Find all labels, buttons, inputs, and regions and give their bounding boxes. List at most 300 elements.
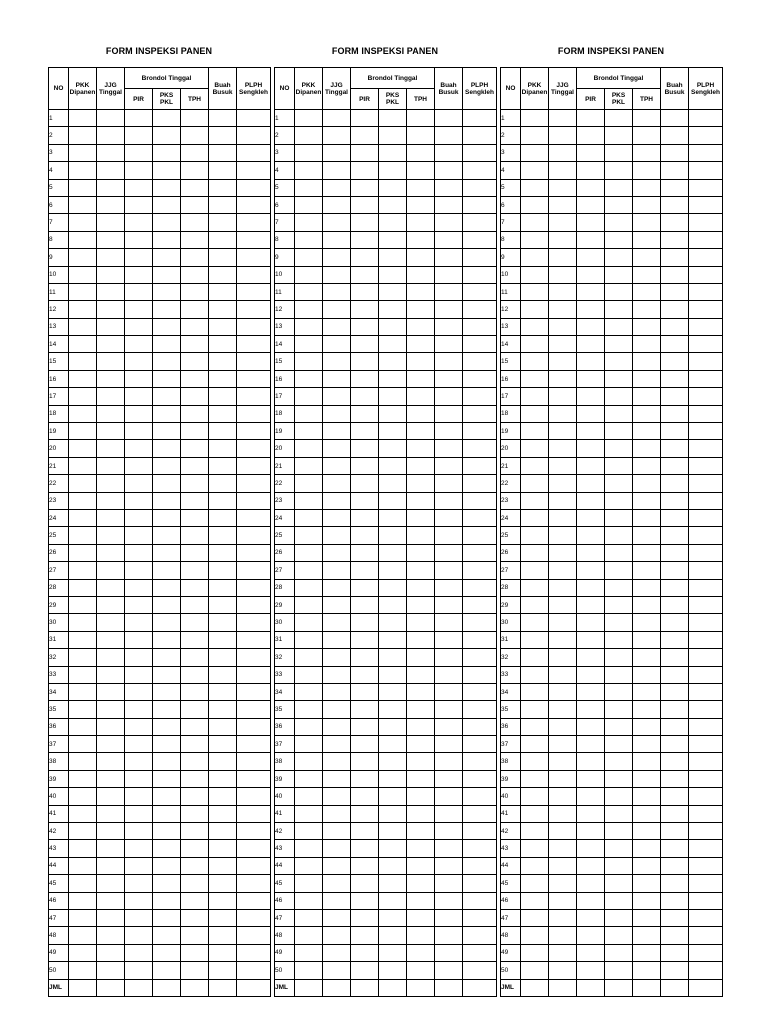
- entry-cell[interactable]: [209, 857, 237, 874]
- entry-cell[interactable]: [577, 823, 605, 840]
- entry-cell[interactable]: [295, 370, 323, 387]
- entry-cell[interactable]: [633, 301, 661, 318]
- entry-cell[interactable]: [661, 509, 689, 526]
- entry-cell[interactable]: [125, 405, 153, 422]
- entry-cell[interactable]: [463, 179, 497, 196]
- entry-cell[interactable]: [97, 162, 125, 179]
- entry-cell[interactable]: [689, 579, 723, 596]
- entry-cell[interactable]: [69, 266, 97, 283]
- entry-cell[interactable]: [661, 423, 689, 440]
- entry-cell[interactable]: [181, 823, 209, 840]
- entry-cell[interactable]: [97, 857, 125, 874]
- entry-cell[interactable]: [577, 962, 605, 979]
- entry-cell[interactable]: [351, 788, 379, 805]
- entry-cell[interactable]: [237, 562, 271, 579]
- entry-cell[interactable]: [125, 927, 153, 944]
- entry-cell[interactable]: [605, 701, 633, 718]
- entry-cell[interactable]: [97, 457, 125, 474]
- entry-cell[interactable]: [435, 440, 463, 457]
- entry-cell[interactable]: [351, 388, 379, 405]
- entry-cell[interactable]: [295, 770, 323, 787]
- entry-cell[interactable]: [323, 127, 351, 144]
- entry-cell[interactable]: [125, 492, 153, 509]
- entry-cell[interactable]: [125, 336, 153, 353]
- entry-cell[interactable]: [689, 249, 723, 266]
- entry-cell[interactable]: [605, 544, 633, 561]
- entry-cell[interactable]: [661, 701, 689, 718]
- entry-cell[interactable]: [463, 370, 497, 387]
- entry-cell[interactable]: [209, 266, 237, 283]
- entry-cell[interactable]: [379, 110, 407, 127]
- entry-cell[interactable]: [237, 283, 271, 300]
- entry-cell[interactable]: [661, 927, 689, 944]
- entry-cell[interactable]: [153, 144, 181, 161]
- entry-cell[interactable]: [689, 562, 723, 579]
- entry-cell[interactable]: [323, 110, 351, 127]
- entry-cell[interactable]: [577, 805, 605, 822]
- entry-cell[interactable]: [605, 927, 633, 944]
- entry-cell[interactable]: [633, 249, 661, 266]
- entry-cell[interactable]: [605, 788, 633, 805]
- entry-cell[interactable]: [379, 457, 407, 474]
- entry-cell[interactable]: [549, 509, 577, 526]
- entry-cell[interactable]: [69, 562, 97, 579]
- entry-cell[interactable]: [549, 214, 577, 231]
- entry-cell[interactable]: [521, 214, 549, 231]
- entry-cell[interactable]: [97, 909, 125, 926]
- entry-cell[interactable]: [351, 596, 379, 613]
- entry-cell[interactable]: [237, 527, 271, 544]
- entry-cell[interactable]: [295, 162, 323, 179]
- entry-cell[interactable]: [577, 110, 605, 127]
- entry-cell[interactable]: [435, 214, 463, 231]
- entry-cell[interactable]: [379, 527, 407, 544]
- entry-cell[interactable]: [633, 110, 661, 127]
- entry-cell[interactable]: [435, 770, 463, 787]
- entry-cell[interactable]: [605, 509, 633, 526]
- entry-cell[interactable]: [633, 614, 661, 631]
- entry-cell[interactable]: [407, 718, 435, 735]
- entry-cell[interactable]: [435, 266, 463, 283]
- entry-cell[interactable]: [521, 823, 549, 840]
- entry-cell[interactable]: [69, 196, 97, 213]
- entry-cell[interactable]: [463, 788, 497, 805]
- entry-cell[interactable]: [69, 788, 97, 805]
- entry-cell[interactable]: [379, 823, 407, 840]
- entry-cell[interactable]: [181, 318, 209, 335]
- entry-cell[interactable]: [605, 440, 633, 457]
- entry-cell[interactable]: [549, 196, 577, 213]
- entry-cell[interactable]: [549, 788, 577, 805]
- entry-cell[interactable]: [97, 283, 125, 300]
- entry-cell[interactable]: [125, 214, 153, 231]
- entry-cell[interactable]: [379, 962, 407, 979]
- entry-cell[interactable]: [295, 353, 323, 370]
- entry-cell[interactable]: [351, 683, 379, 700]
- entry-cell[interactable]: [521, 405, 549, 422]
- entry-cell[interactable]: [689, 857, 723, 874]
- entry-cell[interactable]: [549, 527, 577, 544]
- entry-cell[interactable]: [69, 736, 97, 753]
- entry-cell[interactable]: [435, 492, 463, 509]
- entry-cell[interactable]: [661, 770, 689, 787]
- entry-cell[interactable]: [521, 127, 549, 144]
- entry-cell[interactable]: [97, 875, 125, 892]
- entry-cell[interactable]: [125, 127, 153, 144]
- entry-cell[interactable]: [237, 249, 271, 266]
- entry-cell[interactable]: [633, 127, 661, 144]
- entry-cell[interactable]: [153, 562, 181, 579]
- entry-cell[interactable]: [295, 631, 323, 648]
- entry-cell[interactable]: [97, 840, 125, 857]
- entry-cell[interactable]: [351, 509, 379, 526]
- entry-cell[interactable]: [577, 944, 605, 961]
- entry-cell[interactable]: [69, 823, 97, 840]
- entry-cell[interactable]: [69, 318, 97, 335]
- entry-cell[interactable]: [97, 266, 125, 283]
- entry-cell[interactable]: [577, 162, 605, 179]
- entry-cell[interactable]: [577, 753, 605, 770]
- entry-cell[interactable]: [633, 266, 661, 283]
- entry-cell[interactable]: [633, 162, 661, 179]
- entry-cell[interactable]: [605, 475, 633, 492]
- entry-cell[interactable]: [97, 962, 125, 979]
- entry-cell[interactable]: [181, 614, 209, 631]
- entry-cell[interactable]: [181, 666, 209, 683]
- entry-cell[interactable]: [153, 110, 181, 127]
- entry-cell[interactable]: [209, 388, 237, 405]
- entry-cell[interactable]: [605, 388, 633, 405]
- entry-cell[interactable]: [435, 596, 463, 613]
- total-cell[interactable]: [577, 979, 605, 996]
- entry-cell[interactable]: [521, 683, 549, 700]
- entry-cell[interactable]: [181, 214, 209, 231]
- entry-cell[interactable]: [323, 544, 351, 561]
- entry-cell[interactable]: [379, 301, 407, 318]
- entry-cell[interactable]: [605, 127, 633, 144]
- entry-cell[interactable]: [153, 405, 181, 422]
- entry-cell[interactable]: [407, 596, 435, 613]
- entry-cell[interactable]: [181, 405, 209, 422]
- entry-cell[interactable]: [125, 753, 153, 770]
- entry-cell[interactable]: [577, 596, 605, 613]
- entry-cell[interactable]: [237, 944, 271, 961]
- entry-cell[interactable]: [521, 788, 549, 805]
- entry-cell[interactable]: [633, 405, 661, 422]
- entry-cell[interactable]: [407, 405, 435, 422]
- entry-cell[interactable]: [209, 475, 237, 492]
- entry-cell[interactable]: [295, 475, 323, 492]
- entry-cell[interactable]: [295, 614, 323, 631]
- entry-cell[interactable]: [435, 196, 463, 213]
- entry-cell[interactable]: [549, 596, 577, 613]
- entry-cell[interactable]: [209, 492, 237, 509]
- entry-cell[interactable]: [577, 527, 605, 544]
- entry-cell[interactable]: [69, 457, 97, 474]
- entry-cell[interactable]: [633, 857, 661, 874]
- entry-cell[interactable]: [549, 649, 577, 666]
- entry-cell[interactable]: [435, 631, 463, 648]
- entry-cell[interactable]: [605, 962, 633, 979]
- entry-cell[interactable]: [577, 875, 605, 892]
- entry-cell[interactable]: [69, 110, 97, 127]
- entry-cell[interactable]: [125, 596, 153, 613]
- entry-cell[interactable]: [549, 423, 577, 440]
- entry-cell[interactable]: [237, 110, 271, 127]
- entry-cell[interactable]: [351, 492, 379, 509]
- entry-cell[interactable]: [521, 666, 549, 683]
- entry-cell[interactable]: [661, 492, 689, 509]
- entry-cell[interactable]: [435, 231, 463, 248]
- entry-cell[interactable]: [661, 683, 689, 700]
- entry-cell[interactable]: [181, 596, 209, 613]
- entry-cell[interactable]: [521, 492, 549, 509]
- entry-cell[interactable]: [237, 579, 271, 596]
- entry-cell[interactable]: [181, 179, 209, 196]
- entry-cell[interactable]: [407, 701, 435, 718]
- entry-cell[interactable]: [689, 196, 723, 213]
- entry-cell[interactable]: [521, 231, 549, 248]
- entry-cell[interactable]: [577, 353, 605, 370]
- entry-cell[interactable]: [521, 336, 549, 353]
- entry-cell[interactable]: [407, 579, 435, 596]
- entry-cell[interactable]: [549, 162, 577, 179]
- entry-cell[interactable]: [463, 283, 497, 300]
- entry-cell[interactable]: [153, 909, 181, 926]
- entry-cell[interactable]: [661, 527, 689, 544]
- entry-cell[interactable]: [521, 388, 549, 405]
- entry-cell[interactable]: [435, 649, 463, 666]
- entry-cell[interactable]: [323, 736, 351, 753]
- entry-cell[interactable]: [209, 805, 237, 822]
- entry-cell[interactable]: [633, 753, 661, 770]
- entry-cell[interactable]: [435, 336, 463, 353]
- entry-cell[interactable]: [661, 631, 689, 648]
- entry-cell[interactable]: [633, 596, 661, 613]
- entry-cell[interactable]: [69, 701, 97, 718]
- entry-cell[interactable]: [463, 736, 497, 753]
- entry-cell[interactable]: [379, 196, 407, 213]
- total-cell[interactable]: [97, 979, 125, 996]
- entry-cell[interactable]: [463, 753, 497, 770]
- entry-cell[interactable]: [463, 231, 497, 248]
- entry-cell[interactable]: [209, 370, 237, 387]
- entry-cell[interactable]: [463, 875, 497, 892]
- entry-cell[interactable]: [351, 544, 379, 561]
- entry-cell[interactable]: [209, 423, 237, 440]
- entry-cell[interactable]: [463, 405, 497, 422]
- entry-cell[interactable]: [463, 770, 497, 787]
- entry-cell[interactable]: [295, 701, 323, 718]
- entry-cell[interactable]: [463, 892, 497, 909]
- entry-cell[interactable]: [577, 909, 605, 926]
- entry-cell[interactable]: [97, 509, 125, 526]
- entry-cell[interactable]: [181, 283, 209, 300]
- entry-cell[interactable]: [323, 962, 351, 979]
- entry-cell[interactable]: [209, 162, 237, 179]
- entry-cell[interactable]: [633, 283, 661, 300]
- entry-cell[interactable]: [69, 283, 97, 300]
- entry-cell[interactable]: [407, 509, 435, 526]
- entry-cell[interactable]: [125, 718, 153, 735]
- entry-cell[interactable]: [97, 249, 125, 266]
- entry-cell[interactable]: [661, 596, 689, 613]
- entry-cell[interactable]: [521, 701, 549, 718]
- entry-cell[interactable]: [633, 736, 661, 753]
- entry-cell[interactable]: [379, 214, 407, 231]
- entry-cell[interactable]: [237, 701, 271, 718]
- entry-cell[interactable]: [323, 666, 351, 683]
- entry-cell[interactable]: [605, 944, 633, 961]
- entry-cell[interactable]: [237, 753, 271, 770]
- entry-cell[interactable]: [97, 231, 125, 248]
- entry-cell[interactable]: [237, 788, 271, 805]
- total-cell[interactable]: [689, 979, 723, 996]
- entry-cell[interactable]: [379, 509, 407, 526]
- entry-cell[interactable]: [521, 144, 549, 161]
- entry-cell[interactable]: [661, 753, 689, 770]
- entry-cell[interactable]: [605, 631, 633, 648]
- entry-cell[interactable]: [661, 718, 689, 735]
- entry-cell[interactable]: [181, 562, 209, 579]
- entry-cell[interactable]: [407, 944, 435, 961]
- entry-cell[interactable]: [181, 110, 209, 127]
- entry-cell[interactable]: [153, 788, 181, 805]
- entry-cell[interactable]: [209, 631, 237, 648]
- entry-cell[interactable]: [125, 770, 153, 787]
- entry-cell[interactable]: [209, 962, 237, 979]
- entry-cell[interactable]: [605, 353, 633, 370]
- entry-cell[interactable]: [661, 962, 689, 979]
- entry-cell[interactable]: [435, 527, 463, 544]
- entry-cell[interactable]: [521, 944, 549, 961]
- entry-cell[interactable]: [181, 683, 209, 700]
- entry-cell[interactable]: [435, 388, 463, 405]
- entry-cell[interactable]: [295, 596, 323, 613]
- entry-cell[interactable]: [125, 162, 153, 179]
- entry-cell[interactable]: [661, 336, 689, 353]
- entry-cell[interactable]: [323, 179, 351, 196]
- entry-cell[interactable]: [633, 875, 661, 892]
- entry-cell[interactable]: [577, 857, 605, 874]
- entry-cell[interactable]: [295, 683, 323, 700]
- entry-cell[interactable]: [323, 162, 351, 179]
- entry-cell[interactable]: [351, 527, 379, 544]
- entry-cell[interactable]: [605, 162, 633, 179]
- entry-cell[interactable]: [351, 701, 379, 718]
- entry-cell[interactable]: [407, 753, 435, 770]
- entry-cell[interactable]: [153, 544, 181, 561]
- entry-cell[interactable]: [577, 336, 605, 353]
- entry-cell[interactable]: [407, 440, 435, 457]
- entry-cell[interactable]: [379, 701, 407, 718]
- entry-cell[interactable]: [463, 562, 497, 579]
- entry-cell[interactable]: [97, 336, 125, 353]
- entry-cell[interactable]: [689, 110, 723, 127]
- entry-cell[interactable]: [379, 683, 407, 700]
- entry-cell[interactable]: [577, 370, 605, 387]
- entry-cell[interactable]: [209, 579, 237, 596]
- entry-cell[interactable]: [379, 266, 407, 283]
- entry-cell[interactable]: [295, 753, 323, 770]
- entry-cell[interactable]: [181, 492, 209, 509]
- entry-cell[interactable]: [125, 423, 153, 440]
- entry-cell[interactable]: [351, 336, 379, 353]
- entry-cell[interactable]: [351, 962, 379, 979]
- entry-cell[interactable]: [521, 179, 549, 196]
- entry-cell[interactable]: [209, 440, 237, 457]
- entry-cell[interactable]: [125, 579, 153, 596]
- entry-cell[interactable]: [633, 423, 661, 440]
- entry-cell[interactable]: [463, 336, 497, 353]
- entry-cell[interactable]: [295, 892, 323, 909]
- entry-cell[interactable]: [125, 283, 153, 300]
- entry-cell[interactable]: [407, 214, 435, 231]
- entry-cell[interactable]: [661, 649, 689, 666]
- entry-cell[interactable]: [549, 336, 577, 353]
- entry-cell[interactable]: [605, 179, 633, 196]
- entry-cell[interactable]: [295, 909, 323, 926]
- entry-cell[interactable]: [463, 649, 497, 666]
- entry-cell[interactable]: [323, 509, 351, 526]
- entry-cell[interactable]: [435, 875, 463, 892]
- entry-cell[interactable]: [351, 631, 379, 648]
- entry-cell[interactable]: [379, 944, 407, 961]
- entry-cell[interactable]: [521, 509, 549, 526]
- entry-cell[interactable]: [521, 875, 549, 892]
- entry-cell[interactable]: [295, 736, 323, 753]
- entry-cell[interactable]: [379, 370, 407, 387]
- entry-cell[interactable]: [209, 318, 237, 335]
- entry-cell[interactable]: [97, 144, 125, 161]
- entry-cell[interactable]: [689, 596, 723, 613]
- entry-cell[interactable]: [407, 770, 435, 787]
- entry-cell[interactable]: [295, 266, 323, 283]
- entry-cell[interactable]: [661, 788, 689, 805]
- entry-cell[interactable]: [69, 214, 97, 231]
- entry-cell[interactable]: [323, 770, 351, 787]
- entry-cell[interactable]: [521, 840, 549, 857]
- entry-cell[interactable]: [153, 666, 181, 683]
- entry-cell[interactable]: [689, 805, 723, 822]
- entry-cell[interactable]: [237, 144, 271, 161]
- entry-cell[interactable]: [153, 527, 181, 544]
- entry-cell[interactable]: [153, 283, 181, 300]
- entry-cell[interactable]: [97, 596, 125, 613]
- entry-cell[interactable]: [435, 805, 463, 822]
- entry-cell[interactable]: [237, 614, 271, 631]
- entry-cell[interactable]: [521, 857, 549, 874]
- entry-cell[interactable]: [351, 892, 379, 909]
- entry-cell[interactable]: [379, 249, 407, 266]
- entry-cell[interactable]: [435, 927, 463, 944]
- entry-cell[interactable]: [69, 944, 97, 961]
- entry-cell[interactable]: [407, 892, 435, 909]
- total-cell[interactable]: [237, 979, 271, 996]
- entry-cell[interactable]: [181, 701, 209, 718]
- total-cell[interactable]: [633, 979, 661, 996]
- entry-cell[interactable]: [633, 475, 661, 492]
- entry-cell[interactable]: [125, 144, 153, 161]
- entry-cell[interactable]: [577, 770, 605, 787]
- entry-cell[interactable]: [521, 301, 549, 318]
- entry-cell[interactable]: [181, 353, 209, 370]
- entry-cell[interactable]: [153, 805, 181, 822]
- entry-cell[interactable]: [97, 683, 125, 700]
- entry-cell[interactable]: [633, 718, 661, 735]
- entry-cell[interactable]: [97, 475, 125, 492]
- entry-cell[interactable]: [153, 423, 181, 440]
